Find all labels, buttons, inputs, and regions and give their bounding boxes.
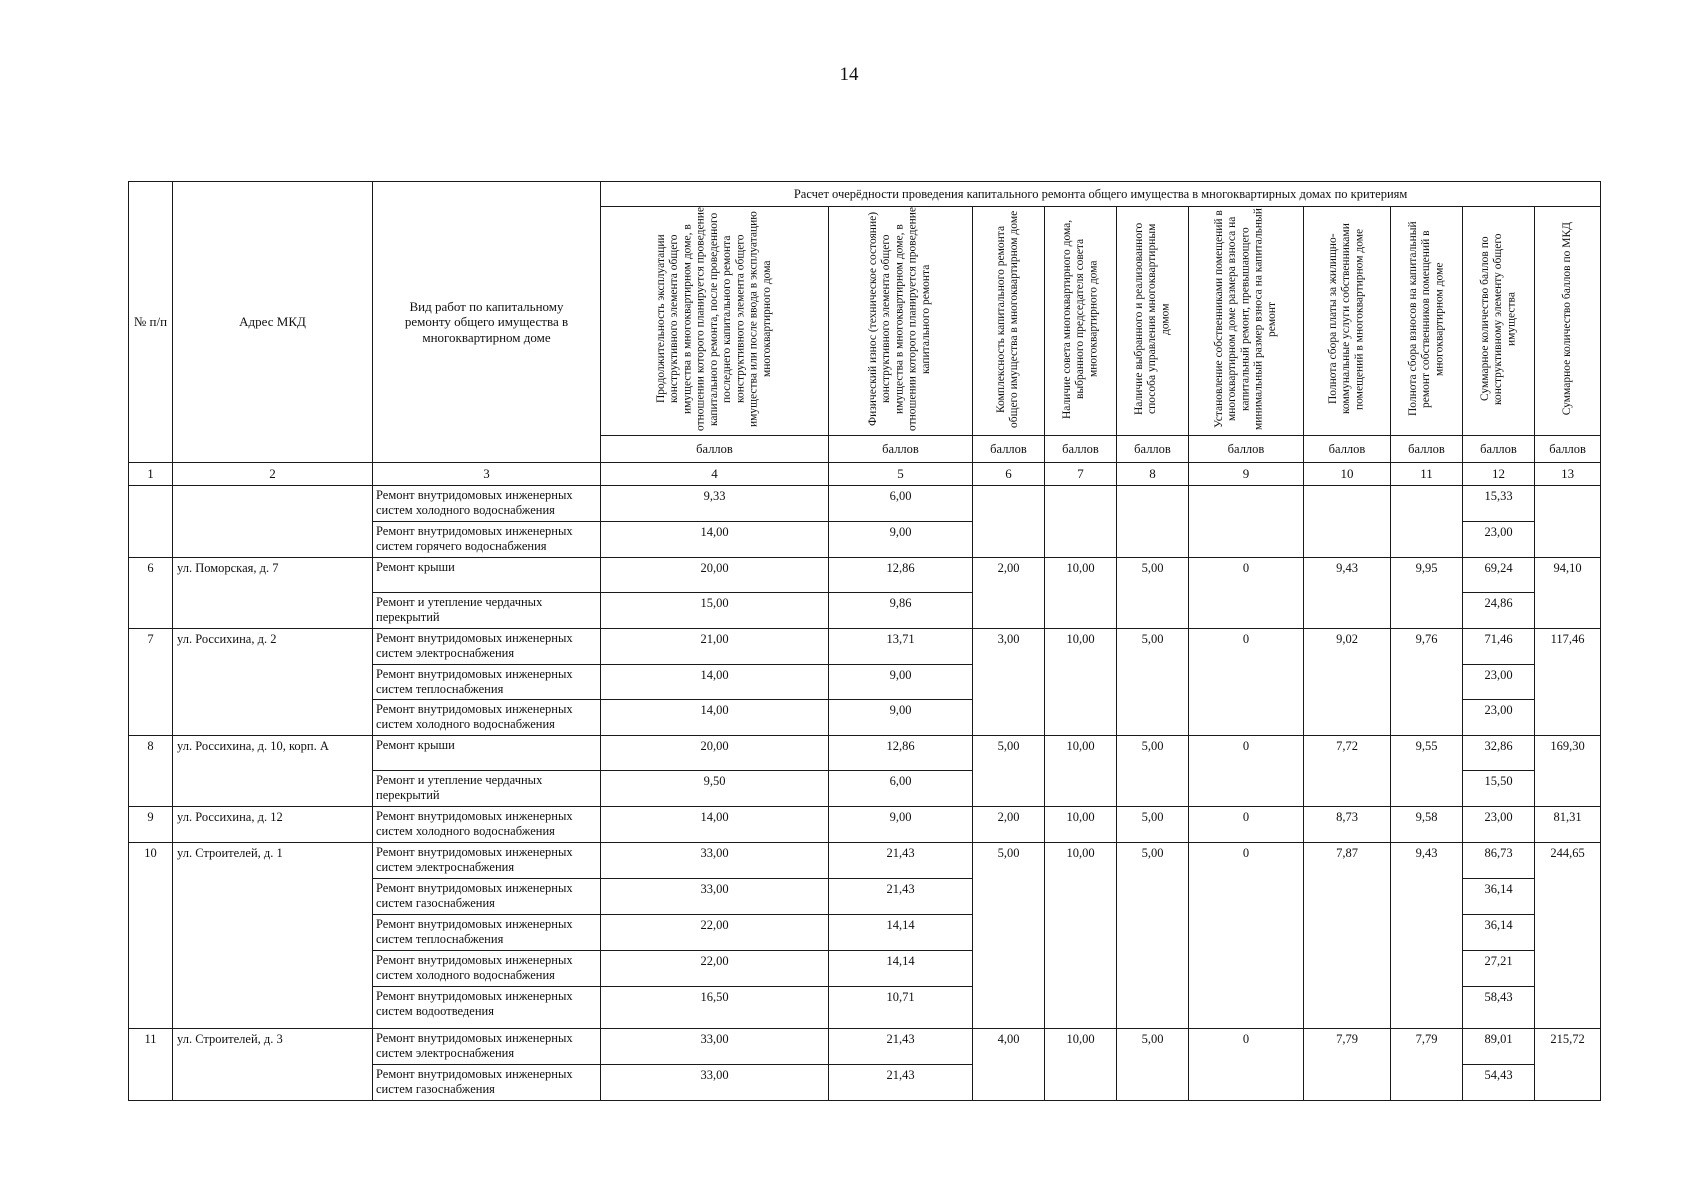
- work-type-cell: Ремонт и утепление чердачных перекрытий: [373, 771, 601, 807]
- criterion-header: [1045, 207, 1117, 436]
- work-type-cell: Ремонт внутридомовых инженерных систем холодного водоснабжения: [373, 950, 601, 986]
- wear-score: 14,14: [829, 950, 973, 986]
- column-number: 7: [1045, 463, 1117, 486]
- work-type-cell: Ремонт внутридомовых инженерных систем электроснабжения: [373, 843, 601, 879]
- building-total-score: [1535, 486, 1601, 558]
- element-total-score: 15,33: [1463, 486, 1535, 522]
- building-total-score: 244,65: [1535, 843, 1601, 1029]
- column-number: 13: [1535, 463, 1601, 486]
- work-type-cell: Ремонт внутридомовых инженерных систем теплоснабжения: [373, 664, 601, 700]
- unit-label: баллов: [1189, 436, 1304, 463]
- element-total-score: 71,46: [1463, 628, 1535, 664]
- wear-score: 9,00: [829, 664, 973, 700]
- row-number: 9: [129, 807, 173, 843]
- criterion-label: Физический износ (техническое состояние) конструктивного элемента общего имущества в многоквартирном доме, в отношении которого планируется проведение капитального ремонта: [867, 207, 933, 431]
- criterion-score-c7: 10,00: [1045, 843, 1117, 1029]
- criterion-score-c7: [1045, 486, 1117, 558]
- table-row: [129, 557, 1601, 592]
- element-total-score: 58,43: [1463, 986, 1535, 1028]
- element-total-score: 54,43: [1463, 1064, 1535, 1100]
- work-type-cell: Ремонт внутридомовых инженерных систем водоотведения: [373, 986, 601, 1028]
- duration-score: 20,00: [601, 736, 829, 771]
- column-number-row: [129, 463, 1601, 486]
- building-total-score: 94,10: [1535, 557, 1601, 628]
- wear-score: 21,43: [829, 1064, 973, 1100]
- criterion-label: Полнота сбора платы за жилищно-коммунальные услуги собственниками помещений в многоквартирном доме: [1327, 223, 1366, 415]
- duration-score: 33,00: [601, 1029, 829, 1065]
- criterion-label: Наличие совета многоквартирного дома, выбранного председателя совета многоквартирного дома: [1060, 219, 1100, 419]
- duration-score: 9,33: [601, 486, 829, 522]
- criterion-score-c6: 2,00: [973, 557, 1045, 628]
- wear-score: 9,86: [829, 592, 973, 628]
- work-type-cell: Ремонт внутридомовых инженерных систем горячего водоснабжения: [373, 521, 601, 557]
- criterion-label: Наличие выбранного и реализованного способа управления многоквартирным домом: [1132, 222, 1172, 416]
- wear-score: 10,71: [829, 986, 973, 1028]
- criterion-score-c10: 7,87: [1304, 843, 1391, 1029]
- address-cell: ул. Строителей, д. 1: [173, 843, 373, 1029]
- element-total-score: 23,00: [1463, 521, 1535, 557]
- criterion-score-c7: 10,00: [1045, 1029, 1117, 1101]
- criterion-score-c10: 7,79: [1304, 1029, 1391, 1101]
- criterion-header: [1535, 207, 1601, 436]
- wear-score: 6,00: [829, 771, 973, 807]
- work-type-cell: Ремонт внутридомовых инженерных систем холодного водоснабжения: [373, 486, 601, 522]
- criterion-score-c7: 10,00: [1045, 736, 1117, 807]
- address-cell: [173, 486, 373, 558]
- building-total-score: 169,30: [1535, 736, 1601, 807]
- criterion-score-c11: 7,79: [1391, 1029, 1463, 1101]
- duration-score: 33,00: [601, 879, 829, 915]
- criterion-score-c6: 4,00: [973, 1029, 1045, 1101]
- criterion-header: [1463, 207, 1535, 436]
- unit-label: баллов: [1117, 436, 1189, 463]
- unit-label: баллов: [1045, 436, 1117, 463]
- building-total-score: 215,72: [1535, 1029, 1601, 1101]
- duration-score: 15,00: [601, 592, 829, 628]
- criterion-score-c9: 0: [1189, 628, 1304, 736]
- criterion-header: [601, 207, 829, 436]
- column-number: 12: [1463, 463, 1535, 486]
- work-type-cell: Ремонт и утепление чердачных перекрытий: [373, 592, 601, 628]
- wear-score: 21,43: [829, 879, 973, 915]
- wear-score: 13,71: [829, 628, 973, 664]
- criterion-score-c8: 5,00: [1117, 843, 1189, 1029]
- criterion-score-c6: 3,00: [973, 628, 1045, 736]
- element-total-score: 23,00: [1463, 807, 1535, 843]
- criterion-label: Комплексность капитального ремонта общего имущества в многоквартирном доме: [995, 210, 1021, 428]
- criterion-header: [1117, 207, 1189, 436]
- duration-score: 14,00: [601, 700, 829, 736]
- table-row: [129, 628, 1601, 664]
- unit-label: баллов: [601, 436, 829, 463]
- criterion-score-c7: 10,00: [1045, 628, 1117, 736]
- unit-label: баллов: [829, 436, 973, 463]
- wear-score: 9,00: [829, 807, 973, 843]
- criterion-score-c8: 5,00: [1117, 557, 1189, 628]
- priority-table: [128, 181, 1601, 1101]
- wear-score: 9,00: [829, 521, 973, 557]
- criterion-score-c7: 10,00: [1045, 557, 1117, 628]
- unit-label: баллов: [973, 436, 1045, 463]
- building-total-score: 117,46: [1535, 628, 1601, 736]
- address-cell: ул. Поморская, д. 7: [173, 557, 373, 628]
- column-number: 3: [373, 463, 601, 486]
- work-type-cell: Ремонт крыши: [373, 557, 601, 592]
- address-cell: ул. Россихина, д. 10, корп. А: [173, 736, 373, 807]
- criterion-score-c7: 10,00: [1045, 807, 1117, 843]
- column-number: 5: [829, 463, 973, 486]
- column-number: 1: [129, 463, 173, 486]
- element-total-score: 15,50: [1463, 771, 1535, 807]
- criterion-score-c9: 0: [1189, 807, 1304, 843]
- row-number: 7: [129, 628, 173, 736]
- element-total-score: 24,86: [1463, 592, 1535, 628]
- building-total-score: 81,31: [1535, 807, 1601, 843]
- table-row: [129, 1029, 1601, 1065]
- unit-label: баллов: [1391, 436, 1463, 463]
- criterion-score-c6: [973, 486, 1045, 558]
- row-number: [129, 486, 173, 558]
- element-total-score: 23,00: [1463, 700, 1535, 736]
- criterion-label: Суммарное количество баллов по МКД: [1560, 222, 1573, 416]
- element-total-score: 32,86: [1463, 736, 1535, 771]
- row-number: 8: [129, 736, 173, 807]
- header-address: Адрес МКД: [173, 182, 373, 463]
- element-total-score: 27,21: [1463, 950, 1535, 986]
- criterion-score-c11: 9,76: [1391, 628, 1463, 736]
- duration-score: 22,00: [601, 950, 829, 986]
- work-type-cell: Ремонт внутридомовых инженерных систем холодного водоснабжения: [373, 807, 601, 843]
- criterion-score-c11: 9,95: [1391, 557, 1463, 628]
- criterion-score-c10: 7,72: [1304, 736, 1391, 807]
- unit-label: баллов: [1535, 436, 1601, 463]
- criterion-header: [973, 207, 1045, 436]
- column-number: 2: [173, 463, 373, 486]
- element-total-score: 89,01: [1463, 1029, 1535, 1065]
- column-number: 6: [973, 463, 1045, 486]
- element-total-score: 36,14: [1463, 879, 1535, 915]
- criterion-score-c8: 5,00: [1117, 807, 1189, 843]
- duration-score: 33,00: [601, 1064, 829, 1100]
- duration-score: 21,00: [601, 628, 829, 664]
- criterion-header: [1189, 207, 1304, 436]
- row-number: 10: [129, 843, 173, 1029]
- wear-score: 6,00: [829, 486, 973, 522]
- duration-score: 33,00: [601, 843, 829, 879]
- header-caption: Расчет очерёдности проведения капитального ремонта общего имущества в многоквартирных домах по критериям: [601, 182, 1601, 207]
- duration-score: 22,00: [601, 914, 829, 950]
- criterion-header: [1304, 207, 1391, 436]
- column-number: 8: [1117, 463, 1189, 486]
- criterion-score-c10: [1304, 486, 1391, 558]
- wear-score: 12,86: [829, 736, 973, 771]
- element-total-score: 69,24: [1463, 557, 1535, 592]
- criterion-score-c11: 9,55: [1391, 736, 1463, 807]
- row-number: 11: [129, 1029, 173, 1101]
- table-header: [129, 182, 1601, 486]
- work-type-cell: Ремонт внутридомовых инженерных систем электроснабжения: [373, 628, 601, 664]
- wear-score: 21,43: [829, 843, 973, 879]
- duration-score: 14,00: [601, 521, 829, 557]
- criterion-score-c8: 5,00: [1117, 1029, 1189, 1101]
- criterion-label: Полнота сбора взносов на капитальный ремонт собственников помещений в многоквартирном доме: [1406, 221, 1446, 417]
- criterion-label: Суммарное количество баллов по конструктивному элементу общего имущества: [1478, 233, 1518, 405]
- criterion-score-c6: 5,00: [973, 843, 1045, 1029]
- duration-score: 14,00: [601, 807, 829, 843]
- criterion-score-c9: 0: [1189, 843, 1304, 1029]
- header-work: Вид работ по капитальному ремонту общего имущества в многоквартирном доме: [373, 182, 601, 463]
- criterion-score-c8: [1117, 486, 1189, 558]
- criterion-header: [1391, 207, 1463, 436]
- criterion-score-c11: 9,43: [1391, 843, 1463, 1029]
- table-row: [129, 843, 1601, 879]
- element-total-score: 86,73: [1463, 843, 1535, 879]
- table-body: [129, 486, 1601, 1101]
- work-type-cell: Ремонт крыши: [373, 736, 601, 771]
- criterion-score-c8: 5,00: [1117, 628, 1189, 736]
- page-number: 14: [839, 64, 859, 85]
- criterion-score-c11: 9,58: [1391, 807, 1463, 843]
- unit-label: баллов: [1304, 436, 1391, 463]
- table-row: [129, 486, 1601, 522]
- criterion-score-c6: 2,00: [973, 807, 1045, 843]
- header-num: № п/п: [129, 182, 173, 463]
- table-row: [129, 807, 1601, 843]
- criterion-score-c10: 9,43: [1304, 557, 1391, 628]
- duration-score: 16,50: [601, 986, 829, 1028]
- work-type-cell: Ремонт внутридомовых инженерных систем теплоснабжения: [373, 914, 601, 950]
- work-type-cell: Ремонт внутридомовых инженерных систем холодного водоснабжения: [373, 700, 601, 736]
- criterion-score-c6: 5,00: [973, 736, 1045, 807]
- address-cell: ул. Россихина, д. 12: [173, 807, 373, 843]
- wear-score: 14,14: [829, 914, 973, 950]
- criterion-score-c9: [1189, 486, 1304, 558]
- wear-score: 9,00: [829, 700, 973, 736]
- address-cell: ул. Россихина, д. 2: [173, 628, 373, 736]
- duration-score: 9,50: [601, 771, 829, 807]
- work-type-cell: Ремонт внутридомовых инженерных систем газоснабжения: [373, 1064, 601, 1100]
- work-type-cell: Ремонт внутридомовых инженерных систем газоснабжения: [373, 879, 601, 915]
- criterion-score-c10: 9,02: [1304, 628, 1391, 736]
- criterion-label: Продолжительность эксплуатации конструктивного элемента общего имущества в многоквартирном доме, в отношении которого планируется проведение капитального ремонта, после проведенного последнего капитального ремонта конструктивного элемента общего имущества или после ввода в эксплуатацию многоквартирного дома: [655, 207, 773, 431]
- criterion-label: Установление собственниками помещений в многоквартирном доме размера взноса на капитальный ремонт, превышающего минимальный размер взноса на капитальный ремонт: [1212, 208, 1278, 430]
- column-number: 10: [1304, 463, 1391, 486]
- work-type-cell: Ремонт внутридомовых инженерных систем электроснабжения: [373, 1029, 601, 1065]
- address-cell: ул. Строителей, д. 3: [173, 1029, 373, 1101]
- criterion-score-c11: [1391, 486, 1463, 558]
- duration-score: 20,00: [601, 557, 829, 592]
- criterion-score-c9: 0: [1189, 1029, 1304, 1101]
- criterion-score-c8: 5,00: [1117, 736, 1189, 807]
- wear-score: 12,86: [829, 557, 973, 592]
- element-total-score: 36,14: [1463, 914, 1535, 950]
- criterion-score-c9: 0: [1189, 736, 1304, 807]
- column-number: 9: [1189, 463, 1304, 486]
- duration-score: 14,00: [601, 664, 829, 700]
- element-total-score: 23,00: [1463, 664, 1535, 700]
- criterion-score-c9: 0: [1189, 557, 1304, 628]
- row-number: 6: [129, 557, 173, 628]
- column-number: 11: [1391, 463, 1463, 486]
- wear-score: 21,43: [829, 1029, 973, 1065]
- unit-label: баллов: [1463, 436, 1535, 463]
- column-number: 4: [601, 463, 829, 486]
- criterion-header: [829, 207, 973, 436]
- table-row: [129, 736, 1601, 771]
- criterion-score-c10: 8,73: [1304, 807, 1391, 843]
